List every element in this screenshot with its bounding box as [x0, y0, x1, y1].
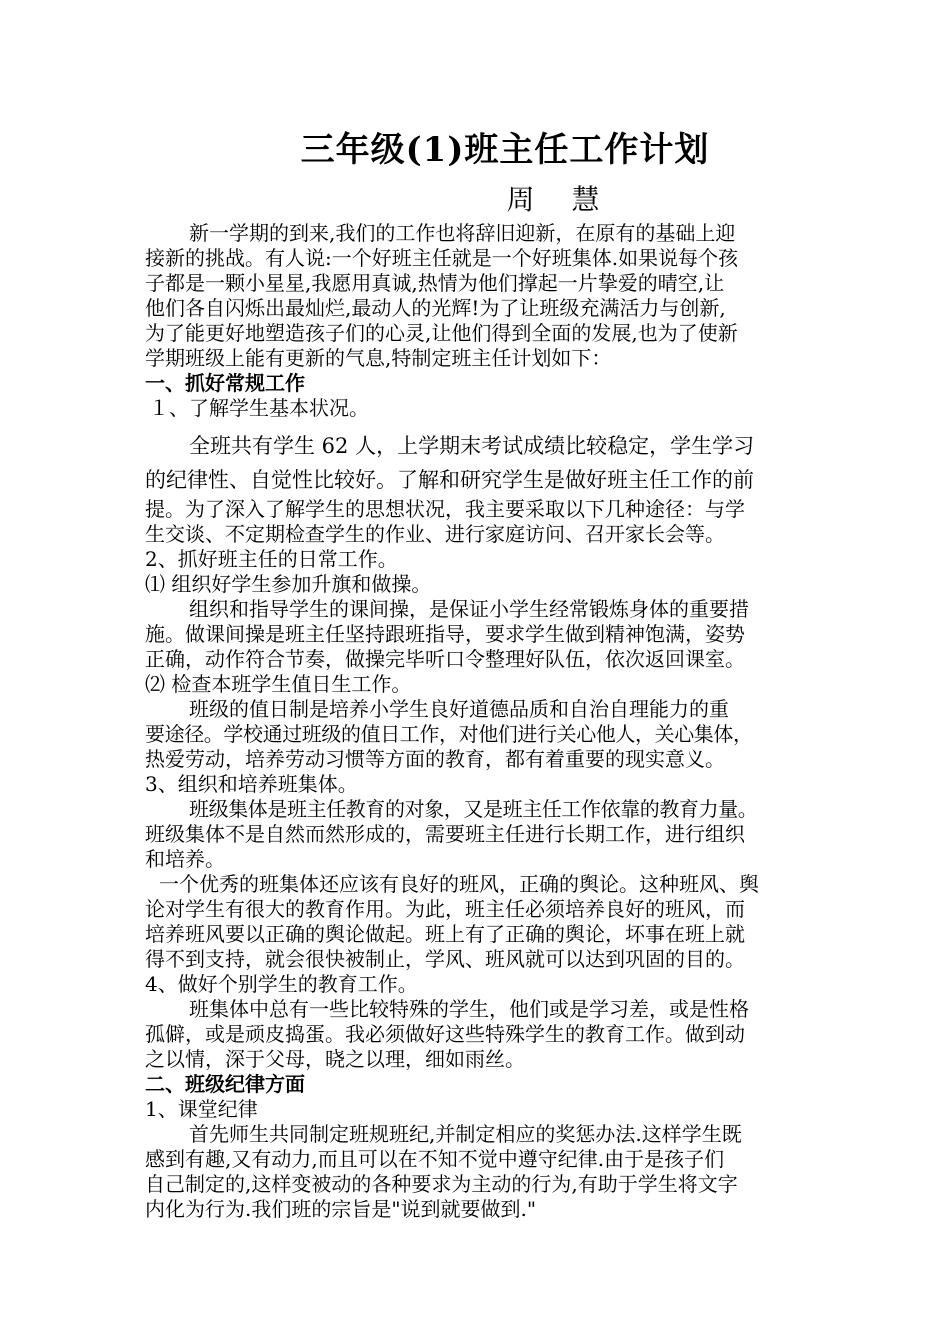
document-title: 三年级(1)班主任工作计划 [300, 130, 710, 170]
paragraph-line: 和培养。 [145, 847, 225, 871]
document-body [145, 221, 825, 1222]
item-heading: 1、课堂纪律 [145, 1097, 258, 1121]
paragraph-line: 首先师生共同制定班规班纪,并制定相应的奖惩办法.这样学生既 [189, 1122, 742, 1146]
paragraph-line: 组织和指导学生的课间操，是保证小学生经常锻炼身体的重要措 [189, 597, 749, 621]
item-heading: 3、组织和培养班集体。 [145, 772, 358, 796]
paragraph-line: 孤僻，或是顽皮捣蛋。我必须做好这些特殊学生的教育工作。做到动 [145, 1022, 745, 1046]
intro-line: 他们各自闪烁出最灿烂,最动人的光辉!为了让班级充满活力与创新, [145, 296, 726, 320]
section-heading: 一、抓好常规工作 [145, 371, 305, 395]
sub-heading: ⑴ 组织好学生参加升旗和做操。 [145, 572, 432, 596]
paragraph-line: 正确，动作符合节奏，做操完毕听口令整理好队伍，依次返回课室。 [145, 647, 745, 671]
paragraph-line: 自己制定的,这样变被动的各种要求为主动的行为,有助于学生将文字 [145, 1172, 738, 1196]
document-author: 周 慧 [506, 183, 614, 216]
paragraph-line: 之以情，深于父母，晓之以理，细如雨丝。 [145, 1047, 525, 1071]
paragraph-line: 全班共有学生 62 人，上学期末考试成绩比较稳定，学生学习 [189, 434, 755, 458]
paragraph-line: 一个优秀的班集体还应该有良好的班风，正确的舆论。这种班风、舆 [159, 872, 759, 896]
paragraph-line: 得不到支持，就会很快被制止，学风、班风就可以达到巩固的目的。 [145, 947, 745, 971]
intro-line: 为了能更好地塑造孩子们的心灵,让他们得到全面的发展,也为了使新 [145, 321, 738, 345]
intro-line: 接新的挑战。有人说:一个好班主任就是一个好班集体.如果说每个孩 [145, 246, 739, 270]
intro-line: 子都是一颗小星星,我愿用真诚,热情为他们撑起一片挚爱的晴空,让 [145, 271, 725, 295]
intro-line: 学期班级上能有更新的气息,特制定班主任计划如下： [145, 346, 612, 370]
paragraph-line: 班级的值日制是培养小学生良好道德品质和自治自理能力的重 [189, 697, 729, 721]
paragraph-line: 论对学生有很大的教育作用。为此，班主任必须培养良好的班风，而 [145, 897, 745, 921]
intro-line: 新一学期的到来,我们的工作也将辞旧迎新，在原有的基础上迎 [189, 221, 736, 245]
paragraph-line: 班集体中总有一些比较特殊的学生，他们或是学习差，或是性格 [189, 997, 749, 1021]
item-heading: １、了解学生基本状况。 [149, 396, 369, 420]
paragraph-line: 班级集体是班主任教育的对象，又是班主任工作依靠的教育力量。 [189, 797, 758, 821]
item-heading: 2、抓好班主任的日常工作。 [145, 547, 398, 571]
paragraph-line: 的纪律性、自觉性比较好。了解和研究学生是做好班主任工作的前 [145, 468, 754, 492]
paragraph-line: 班级集体不是自然而然形成的，需要班主任进行长期工作，进行组织 [145, 822, 745, 846]
paragraph-line: 生交谈、不定期检查学生的作业、进行家庭访问、召开家长会等。 [145, 522, 725, 546]
section-heading: 二、班级纪律方面 [145, 1072, 305, 1096]
paragraph-line: 要途径。学校通过班级的值日工作，对他们进行关心他人，关心集体， [145, 722, 753, 746]
paragraph-line: 培养班风要以正确的舆论做起。班上有了正确的舆论，坏事在班上就 [145, 922, 745, 946]
paragraph-line: 内化为行为.我们班的宗旨是"说到就要做到." [145, 1197, 537, 1221]
paragraph-line: 施。做课间操是班主任坚持跟班指导，要求学生做到精神饱满，姿势 [145, 622, 745, 646]
paragraph-line: 热爱劳动，培养劳动习惯等方面的教育，都有着重要的现实意义。 [145, 747, 725, 771]
sub-heading: ⑵ 检查本班学生值日生工作。 [145, 672, 412, 696]
paragraph-line: 感到有趣,又有动力,而且可以在不知不觉中遵守纪律.由于是孩子们 [145, 1147, 725, 1171]
item-heading: 4、做好个别学生的教育工作。 [145, 972, 418, 996]
paragraph-line: 提。为了深入了解学生的思想状况，我主要采取以下几种途径：与学 [145, 497, 745, 521]
